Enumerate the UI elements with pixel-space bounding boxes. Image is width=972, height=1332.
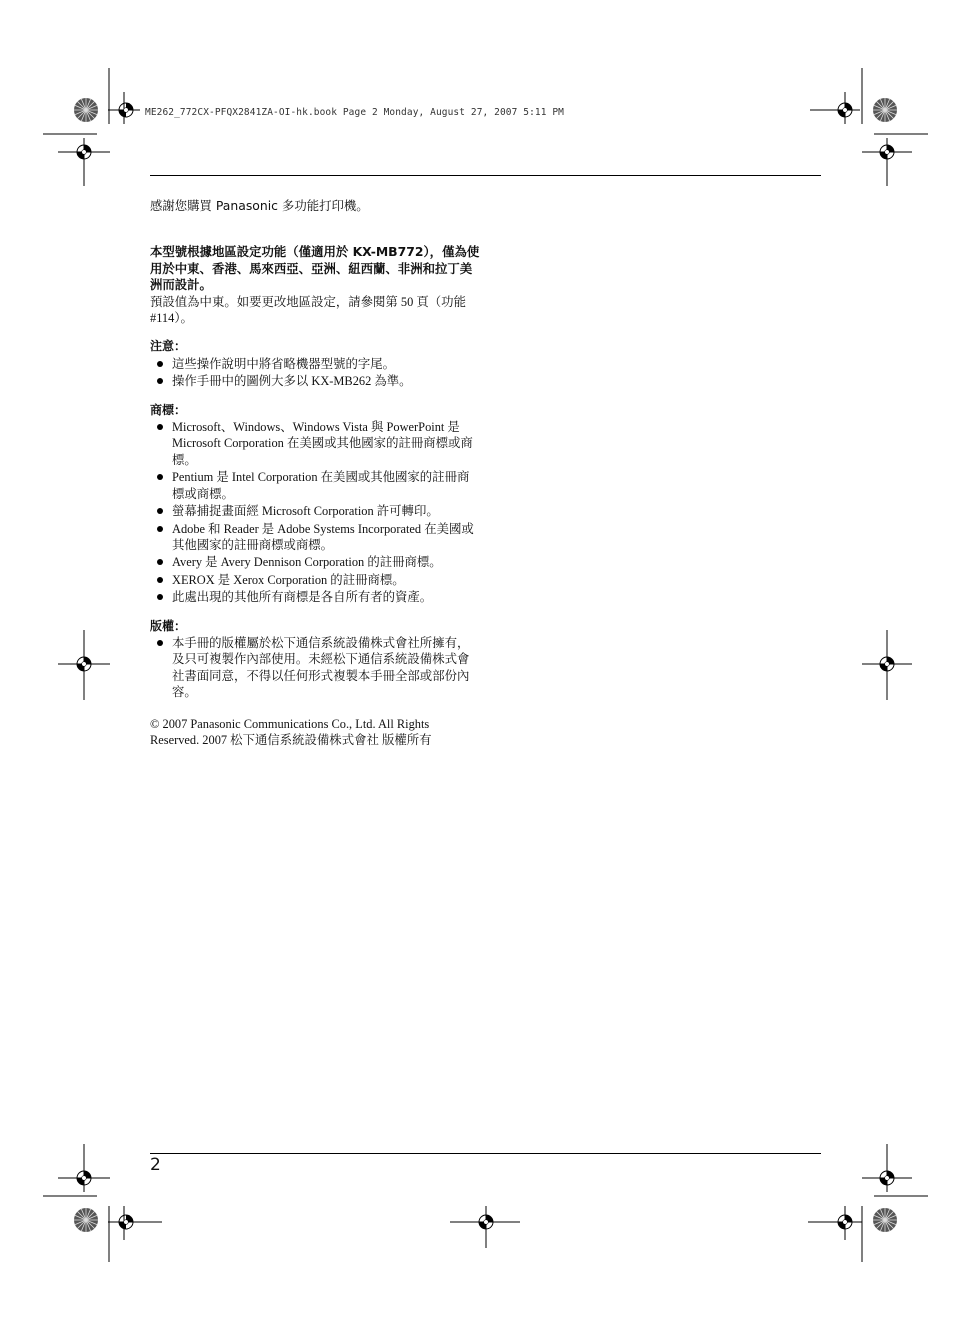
page-number: 2: [150, 1155, 161, 1175]
list-item: Avery 是 Avery Dennison Corporation 的註冊商標。: [150, 554, 480, 570]
list-item: XEROX 是 Xerox Corporation 的註冊商標。: [150, 572, 480, 588]
copyright-list: [150, 635, 480, 701]
region-note-default: 預設值為中東。如要更改地區設定，請參閱第 50 頁（功能 #114）。: [150, 294, 466, 326]
notes-list: [150, 356, 480, 390]
region-note-bold: 本型號根據地區設定功能（僅適用於 KX-MB772），僅為使用於中東、香港、馬來西亞、亞洲、紐西蘭、非洲和拉丁美洲而設計。: [150, 244, 480, 293]
list-item: Microsoft、Windows、Windows Vista 與 PowerPoint 是 Microsoft Corporation 在美國或其他國家的註冊商標或商標。: [150, 419, 480, 468]
list-item: Pentium 是 Intel Corporation 在美國或其他國家的註冊商標或商標。: [150, 469, 480, 502]
file-slug: ME262_772CX-PFQX2841ZA-OI-hk.book Page 2 Monday, August 27, 2007 5:11 PM: [145, 107, 565, 118]
copyright-notice: © 2007 Panasonic Communications Co., Ltd. All Rights Reserved. 2007 松下通信系統設備株式會社 版權所有: [150, 716, 432, 747]
header-rule: [150, 175, 821, 176]
region-paragraph: [150, 244, 480, 326]
list-item: 螢幕捕捉畫面經 Microsoft Corporation 許可轉印。: [150, 503, 480, 519]
copyright-heading: 版權：: [150, 618, 187, 633]
list-item: 此處出現的其他所有商標是各自所有者的資產。: [150, 589, 480, 605]
list-item: 本手冊的版權屬於松下通信系統設備株式會社所擁有，及只可複製作內部使用。未經松下通信系統設備株式會社書面同意，不得以任何形式複製本手冊全部或部份內容。: [150, 635, 480, 701]
intro-text: 感謝您購買 Panasonic 多功能打印機。: [150, 198, 369, 213]
list-item: Adobe 和 Reader 是 Adobe Systems Incorporated 在美國或其他國家的註冊商標或商標。: [150, 521, 480, 554]
main-content: [150, 198, 480, 748]
trademarks-heading: 商標：: [150, 402, 187, 417]
trademarks-list: [150, 419, 480, 605]
notes-heading: 注意：: [150, 339, 187, 354]
list-item: 這些操作說明中將省略機器型號的字尾。: [150, 356, 480, 372]
list-item: 操作手冊中的圖例大多以 KX-MB262 為準。: [150, 373, 480, 389]
footer-rule: [150, 1153, 821, 1154]
